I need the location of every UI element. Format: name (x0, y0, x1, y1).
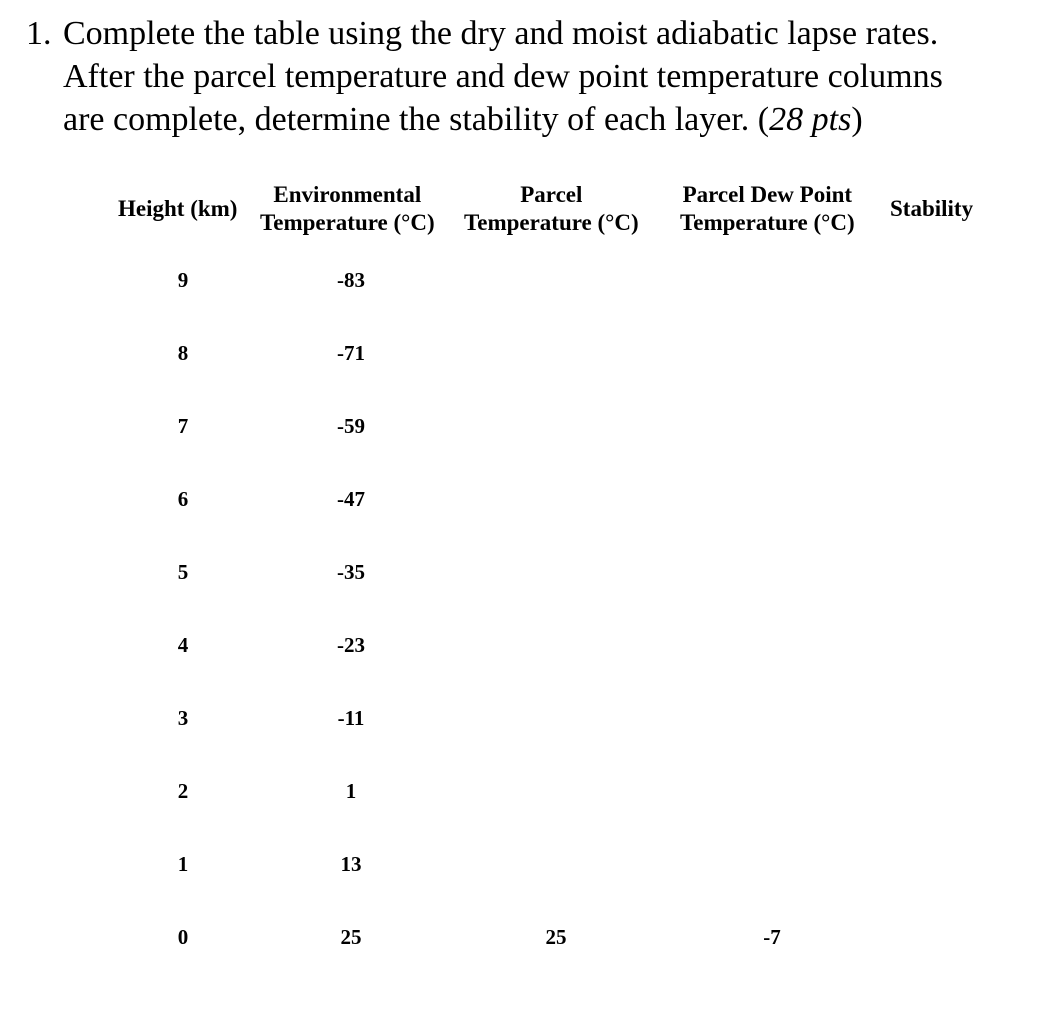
header-height-label: Height (km) (118, 196, 238, 221)
question-text (26, 12, 1026, 141)
question-line-3 (63, 98, 1026, 141)
cell-env-temp: -47 (337, 487, 365, 511)
cell-env-temp: -11 (337, 706, 365, 730)
cell-height: 6 (177, 487, 189, 511)
cell-dew-temp: -7 (763, 925, 781, 949)
header-env-line-1: Environmental (273, 182, 422, 207)
header-parcel-line-2: Temperature (°C) (464, 210, 639, 235)
cell-height: 1 (177, 852, 189, 876)
cell-env-temp: 1 (345, 779, 357, 803)
cell-height: 9 (177, 268, 189, 292)
cell-env-temp: -23 (337, 633, 365, 657)
header-stability-label: Stability (890, 196, 974, 221)
cell-height: 0 (177, 925, 189, 949)
cell-height: 3 (177, 706, 189, 730)
header-env-line-2: Temperature (°C) (260, 210, 435, 235)
header-dew-line-1: Parcel Dew Point (682, 182, 853, 207)
cell-height: 2 (177, 779, 189, 803)
header-parcel-temperature (464, 181, 639, 237)
cell-parcel-temp: 25 (545, 925, 567, 949)
cell-env-temp: 13 (340, 852, 362, 876)
header-parcel-line-1: Parcel (520, 182, 583, 207)
header-stability (890, 195, 973, 223)
cell-env-temp: -71 (337, 341, 365, 365)
header-height (118, 195, 237, 223)
cell-height: 8 (177, 341, 189, 365)
cell-height: 7 (177, 414, 189, 438)
question-line-3-main: are complete, determine the stability of each layer. ( (63, 101, 770, 138)
question-line-2: After the parcel temperature and dew point temperature columns (63, 58, 943, 95)
question-number: 1. (26, 15, 52, 52)
question-line-1: Complete the table using the dry and moist adiabatic lapse rates. (63, 15, 939, 52)
header-environmental-temperature (260, 181, 435, 237)
cell-env-temp: 25 (340, 925, 362, 949)
cell-height: 5 (177, 560, 189, 584)
question-line-3-end: ) (851, 101, 863, 138)
cell-height: 4 (177, 633, 189, 657)
header-parcel-dew-point (680, 181, 855, 237)
cell-env-temp: -35 (337, 560, 365, 584)
cell-env-temp: -59 (337, 414, 365, 438)
header-dew-line-2: Temperature (°C) (680, 210, 855, 235)
question-points: 28 pts (769, 101, 852, 138)
cell-env-temp: -83 (337, 268, 365, 292)
